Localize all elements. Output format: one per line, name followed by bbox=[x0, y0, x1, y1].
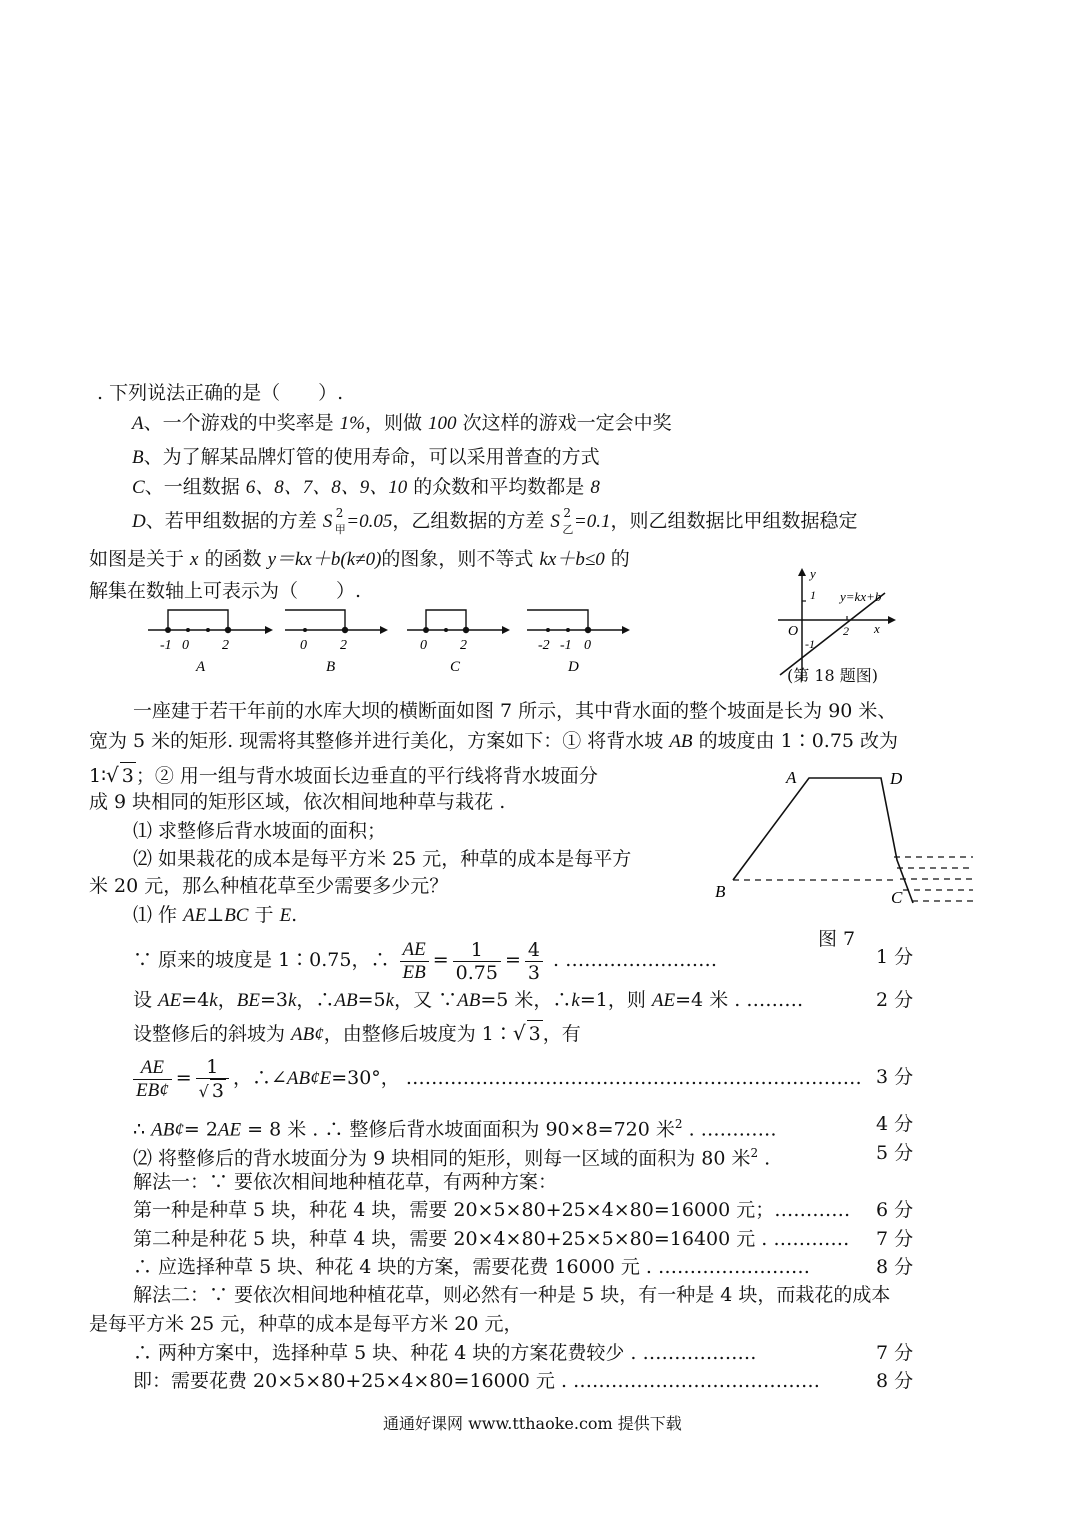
dam-cross-section-figure bbox=[708, 765, 978, 905]
solution-line-6: ∴ AB¢= 2AE = 8 米 . ∴ 整修后背水坡面面积为 90×8=720 米$^2$ . ………… bbox=[133, 1117, 777, 1141]
tick-label: 1 bbox=[810, 588, 816, 602]
solution-line-12: 解法二：∵ 要依次相间地种植花草，则必然有一种是 5 块，有一种是 4 块，而栽花的成本 bbox=[133, 1284, 891, 1306]
q19-para-7: 米 20 元，那么种植花草至少需要多少元？ bbox=[89, 875, 449, 897]
tick-label: 2 bbox=[460, 638, 467, 653]
score-9: 7 分 bbox=[876, 1342, 914, 1364]
tick-label: -1 bbox=[160, 638, 172, 653]
equation-label: y=kx+b bbox=[840, 589, 882, 604]
q19-para-2: 宽为 5 米的矩形. 现需将其整修并进行美化，方案如下：① 将背水坡 AB 的坡度由 1∶0.75 改为 bbox=[89, 730, 899, 752]
q19-para-4: 成 9 块相同的矩形区域，依次相间地种草与栽花 . bbox=[89, 791, 506, 813]
option-label: B bbox=[326, 659, 336, 675]
number-line-a bbox=[148, 610, 273, 675]
tick-label: 0 bbox=[300, 638, 307, 653]
score-6: 6 分 bbox=[876, 1199, 914, 1221]
q19-para-3: 1∶√ 3 ；② 用一组与背水坡面长边垂直的平行线将背水坡面分 bbox=[89, 763, 598, 787]
q18-stem-line2: 解集在数轴上可表示为（ ）. bbox=[89, 580, 362, 602]
q19-para-1: 一座建于若干年前的水库大坝的横断面如图 7 所示，其中背水面的整个坡面是长为 90 米、 bbox=[133, 700, 897, 722]
solution-line-3: 设 AE=4k，BE=3k，∴AB=5k，又 ∵AB=5 米，∴k=1，则 AE=4 米 . ……… bbox=[133, 989, 804, 1011]
tick-label: 2 bbox=[843, 624, 849, 638]
solution-line-1: ⑴ 作 AE⊥BC 于 E. bbox=[133, 904, 298, 926]
q19-para-5: ⑴ 求整修后背水坡面的面积； bbox=[133, 820, 387, 842]
solution-line-4: 设整修后的斜坡为 AB¢，由整修后坡度为 1∶√ 3 ，有 bbox=[133, 1021, 581, 1045]
axis-label-x: x bbox=[874, 621, 880, 636]
origin-label: O bbox=[788, 624, 799, 639]
axis-label-y: y bbox=[810, 566, 816, 581]
q17-option-a: A、一个游戏的中奖率是 1%，则做 100 次这样的游戏一定会中奖 bbox=[132, 412, 672, 434]
score-10: 8 分 bbox=[876, 1370, 914, 1392]
q19-para-6: ⑵ 如果栽花的成本是每平方米 25 元，种草的成本是每平方 bbox=[133, 848, 632, 870]
solution-line-8: 解法一：∵ 要依次相间地种植花草，有两种方案： bbox=[133, 1171, 558, 1193]
point-label-a: A bbox=[786, 768, 797, 787]
page-footer: 通通好课网 www.tthaoke.com 提供下载 bbox=[383, 1414, 682, 1433]
point-label-c: C bbox=[891, 888, 903, 905]
tick-label: -2 bbox=[538, 638, 550, 653]
score-3: 3 分 bbox=[876, 1066, 914, 1088]
solution-line-2: ∵ 原来的坡度是 1∶0.75，∴ $\frac{AE}{EB}$ = $\frac{1}{0.75}$ = $\frac{4}{3}$ . …………………… bbox=[133, 938, 718, 984]
q17-option-b: B、为了解某品牌灯管的使用寿命，可以采用普查的方式 bbox=[132, 446, 600, 468]
tick-label: -1 bbox=[560, 638, 572, 653]
option-label: A bbox=[196, 659, 206, 675]
tick-label: 0 bbox=[584, 638, 591, 653]
score-7: 7 分 bbox=[876, 1228, 914, 1250]
score-8: 8 分 bbox=[876, 1256, 914, 1278]
figure-7-caption: 图 7 bbox=[818, 928, 856, 950]
number-line-d bbox=[527, 610, 630, 675]
graph-caption: (第 18 题图) bbox=[787, 666, 879, 685]
q17-option-c: C、一组数据 6、8、7、8、9、10 的众数和平均数都是 8 bbox=[132, 476, 600, 498]
q18-stem-line1: 如图是关于 x 的函数 y＝kx＋b(k≠0)的图象，则不等式 kx＋b≤0 的 bbox=[89, 548, 630, 570]
option-label: D bbox=[568, 659, 579, 675]
solution-line-14: ∴ 两种方案中，选择种草 5 块、种花 4 块的方案花费较少 . ……………… bbox=[133, 1342, 757, 1364]
point-label-d: D bbox=[890, 769, 903, 788]
tick-label: 0 bbox=[182, 638, 189, 653]
solution-line-15: 即：需要花费 20×5×80+25×4×80=16000 元 . ………………………………… bbox=[133, 1370, 821, 1392]
point-label-b: B bbox=[715, 882, 726, 901]
tick-label: 2 bbox=[222, 638, 229, 653]
score-5: 5 分 bbox=[876, 1142, 914, 1164]
tick-label: 2 bbox=[340, 638, 347, 653]
solution-line-7: ⑵ 将整修后的背水坡面分为 9 块相同的矩形，则每一区域的面积为 80 米$^2$ . bbox=[133, 1146, 771, 1170]
number-line-b bbox=[285, 610, 388, 675]
solution-line-11: ∴ 应选择种草 5 块、种花 4 块的方案，需要花费 16000 元 . …………………… bbox=[133, 1256, 811, 1278]
score-1: 1 分 bbox=[876, 946, 914, 968]
score-2: 2 分 bbox=[876, 989, 914, 1011]
number-line-c bbox=[407, 610, 510, 675]
solution-line-13: 是每平方米 25 元，种草的成本是每平方米 20 元， bbox=[89, 1313, 523, 1335]
q17-stem: . 下列说法正确的是（ ）. bbox=[97, 382, 344, 404]
number-line-options bbox=[140, 605, 640, 675]
q17-option-d: D、若甲组数据的方差 S 2 甲 =0.05，乙组数据的方差 S 2 乙 =0.1，则乙组数据比甲组数据稳定 bbox=[132, 506, 858, 536]
option-label: C bbox=[450, 659, 461, 675]
solution-line-9: 第一种是种草 5 块，种花 4 块，需要 20×5×80+25×4×80=16000 元；………… bbox=[133, 1199, 851, 1221]
tick-label: -1 bbox=[805, 637, 815, 651]
tick-label: 0 bbox=[420, 638, 427, 653]
score-4: 4 分 bbox=[876, 1113, 914, 1135]
solution-line-10: 第二种是种花 5 块，种草 4 块，需要 20×4×80+25×5×80=16400 元 . ………… bbox=[133, 1228, 850, 1250]
solution-line-5: $\frac{AE}{EB¢}$ = $\frac{1}{√ 3}$ ，∴∠AB¢E=30°， ……………………………………………………………… bbox=[133, 1050, 862, 1107]
